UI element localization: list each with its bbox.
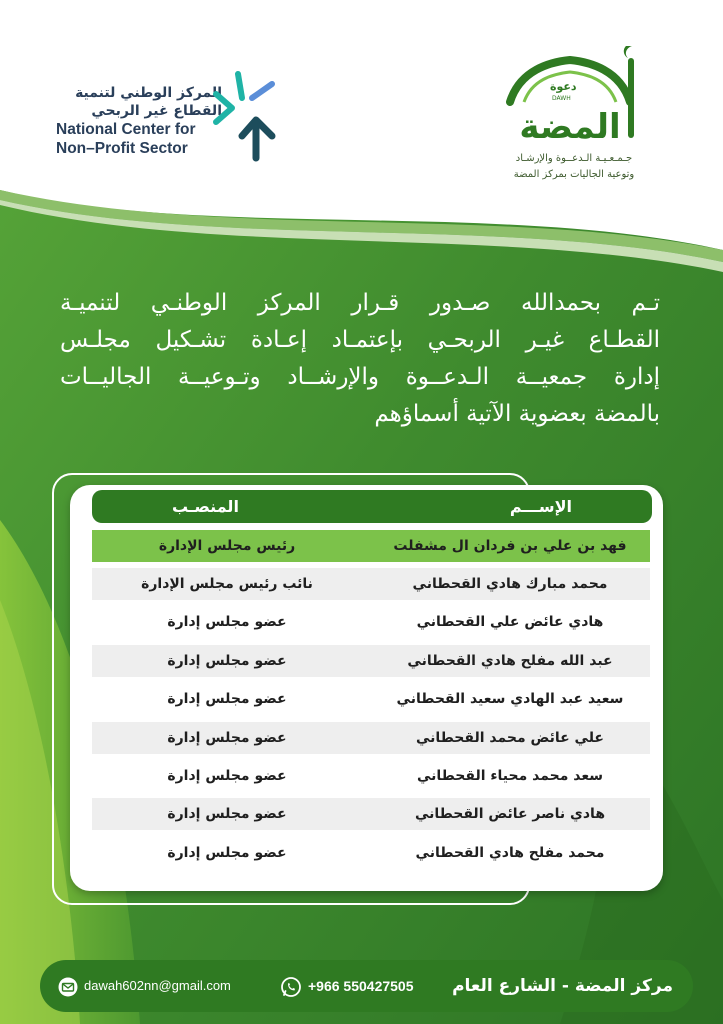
member-position: عضو مجلس إدارة	[167, 691, 287, 707]
member-name: هادي عائض علي القحطاني	[416, 614, 604, 630]
table-row	[92, 683, 650, 715]
mail-icon	[58, 977, 78, 997]
table-row	[92, 530, 650, 562]
table-row	[92, 837, 650, 869]
member-position: رئيس مجلس الإدارة	[158, 538, 296, 554]
address-text: مركز المضة - الشارع العام	[452, 976, 673, 996]
table-row	[92, 722, 650, 754]
member-position: عضو مجلس إدارة	[167, 730, 287, 746]
member-position: عضو مجلس إدارة	[167, 614, 287, 630]
ncnp-arabic-line2: القطاع غير الربحي	[91, 103, 222, 119]
ncnp-symbol-icon	[208, 64, 286, 164]
dawah-emblem-icon	[490, 40, 660, 152]
ncnp-logo-text	[56, 84, 222, 158]
dawah-logo	[490, 40, 660, 190]
ncnp-logo	[40, 62, 290, 172]
members-table-card	[70, 485, 663, 891]
email-contact[interactable]	[58, 960, 231, 1012]
member-position: نائب رئيس مجلس الإدارة	[141, 576, 313, 592]
announcement-line3: إدارة جمعيــة الـدعــوة والإرشــاد وتـوعيــة الجاليــات	[60, 364, 660, 390]
phone-contact[interactable]	[280, 960, 414, 1012]
member-position: عضو مجلس إدارة	[167, 653, 287, 669]
table-row	[92, 606, 650, 638]
announcement-line1: تـم بحمدالله صـدور قـرار المركز الوطنـي لتنميـة	[60, 290, 660, 316]
member-name: سعد محمد محياء القحطاني	[416, 768, 604, 784]
column-header-name: الإســـم	[509, 497, 572, 516]
table-row	[92, 798, 650, 830]
member-position: عضو مجلس إدارة	[167, 768, 287, 784]
whatsapp-icon	[280, 976, 302, 998]
email-text: dawah602nn@gmail.com	[84, 978, 231, 993]
member-position: عضو مجلس إدارة	[167, 806, 287, 822]
member-name: عبد الله مفلح هادي القحطاني	[407, 653, 613, 669]
ncnp-english-line1: National Center for	[56, 121, 196, 138]
member-name: هادي ناصر عائض القحطاني	[414, 806, 606, 822]
member-name: فهد بن علي بن فردان ال مشفلت	[393, 538, 627, 554]
announcement-line4: بالمضة بعضوية الآتية أسماؤهم	[374, 401, 660, 427]
ncnp-english-line2: Non–Profit Sector	[56, 140, 188, 157]
member-name: محمد مبارك هادي القحطاني	[412, 576, 608, 592]
table-row	[92, 568, 650, 600]
header	[0, 0, 723, 220]
phone-text: +966 550427505	[308, 978, 414, 994]
column-header-position: المنصـب	[172, 497, 239, 516]
table-row	[92, 760, 650, 792]
dawah-wordmark: المضة	[519, 107, 621, 147]
dawah-small-ar: دعوة	[550, 80, 577, 93]
table-row	[92, 645, 650, 677]
announcement-line2: القطـاع غيـر الربحـي بإعتمـاد إعـادة تشـكيل مجلـس	[60, 327, 660, 353]
member-name: محمد مفلح هادي القحطاني	[415, 845, 605, 861]
announcement-text	[60, 285, 660, 433]
dawah-small-en: DAWH	[552, 95, 571, 102]
member-name: علي عائض محمد القحطاني	[415, 730, 604, 746]
member-position: عضو مجلس إدارة	[167, 845, 287, 861]
dawah-subtitle-line1: جـمـعـيـة الـدعــوة والإرشـاد	[515, 153, 633, 164]
contact-footer	[40, 960, 693, 1012]
ncnp-arabic-line1: المركز الوطني لتنمية	[75, 85, 222, 101]
dawah-subtitle-line2: وتوعية الجاليات بمركز المضة	[513, 169, 635, 180]
member-name: سعيد عبد الهادي سعيد القحطاني	[396, 691, 624, 707]
table-header	[92, 490, 652, 523]
